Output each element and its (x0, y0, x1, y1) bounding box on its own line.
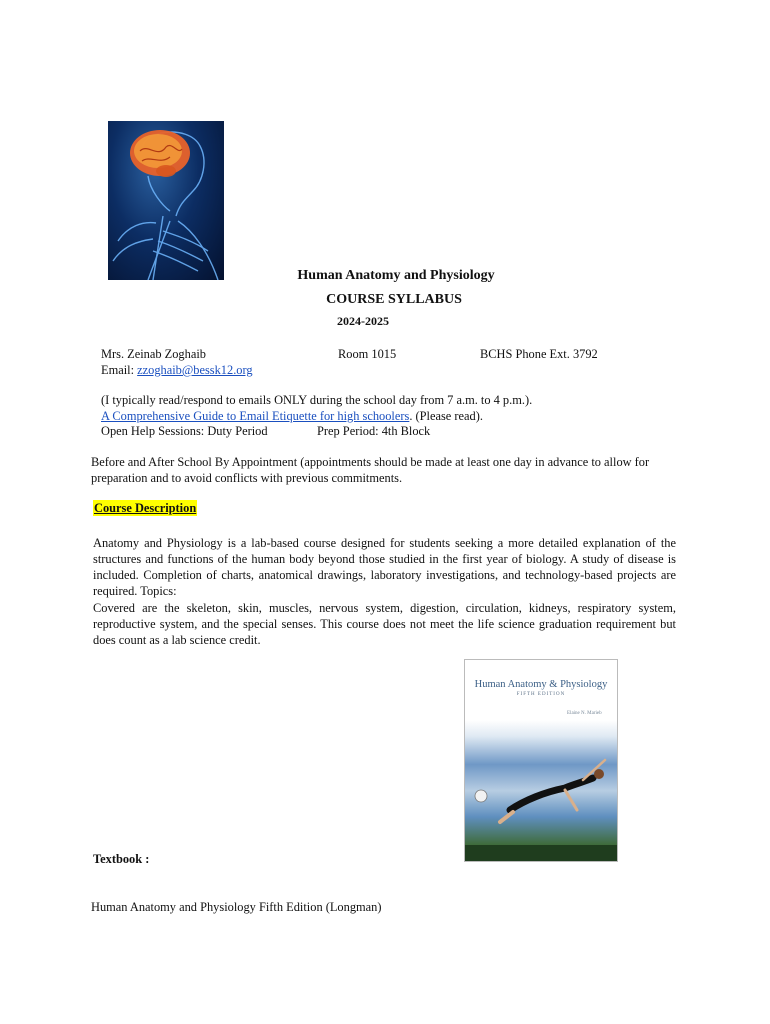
syllabus-title: COURSE SYLLABUS (326, 292, 462, 307)
email-etiquette-link[interactable]: A Comprehensive Guide to Email Etiquette for high schoolers (101, 409, 410, 423)
course-description-text-1: Anatomy and Physiology is a lab-based course designed for students seeking a more detailed explanation of the structures and functions of the human body beyond those studied in the first year of biology. A study of disease is included. Completion of charts, anatomical drawings, laboratory investigations, and technology-based projects are required. Topics: (93, 536, 676, 599)
soccer-player-illustration (465, 660, 618, 862)
help-sessions: Open Help Sessions: Duty Period (101, 424, 268, 438)
textbook-cover-image (464, 659, 618, 862)
course-title: Human Anatomy and Physiology (297, 268, 495, 283)
course-description-heading: Course Description (94, 501, 197, 515)
prep-period: Prep Period: 4th Block (317, 424, 431, 438)
course-description-text-2: Covered are the skeleton, skin, muscles, nervous system, digestion, circulation, kidneys, respiratory system, reproductive system, and the special senses. This course does not meet the life science graduation requirement but does count as a lab science credit. (93, 600, 676, 647)
cover-title: Human Anatomy & Physiology (474, 679, 608, 690)
guide-suffix: . (Please read). (409, 409, 483, 423)
email-link[interactable]: zzoghaib@bessk12.org (137, 363, 253, 377)
email-line (101, 362, 253, 378)
room-number: Room 1015 (338, 347, 397, 361)
phone-extension: BCHS Phone Ext. 3792 (480, 347, 598, 361)
brain-skeleton-illustration (108, 121, 224, 280)
after-school-note: Before and After School By Appointment (appointments should be made at least one day in advance to allow for preparation and to avoid conflicts with previous commitments. (91, 455, 650, 486)
school-year: 2024-2025 (337, 314, 389, 328)
cover-subtitle: FIFTH EDITION (516, 692, 566, 697)
email-label: Email: (101, 363, 138, 377)
textbook-edition: Human Anatomy and Physiology Fifth Edition (Longman) (91, 900, 382, 914)
brain-skeleton-image (108, 121, 224, 280)
email-hours-note: (I typically read/respond to emails ONLY during the school day from 7 a.m. to 4 p.m.). (101, 393, 533, 407)
textbook-label: Textbook : (93, 852, 150, 866)
email-guide-line (101, 408, 483, 424)
course-description-body (93, 535, 676, 648)
cover-author: Elaine N. Marieb (567, 711, 602, 716)
teacher-name: Mrs. Zeinab Zoghaib (101, 347, 206, 361)
